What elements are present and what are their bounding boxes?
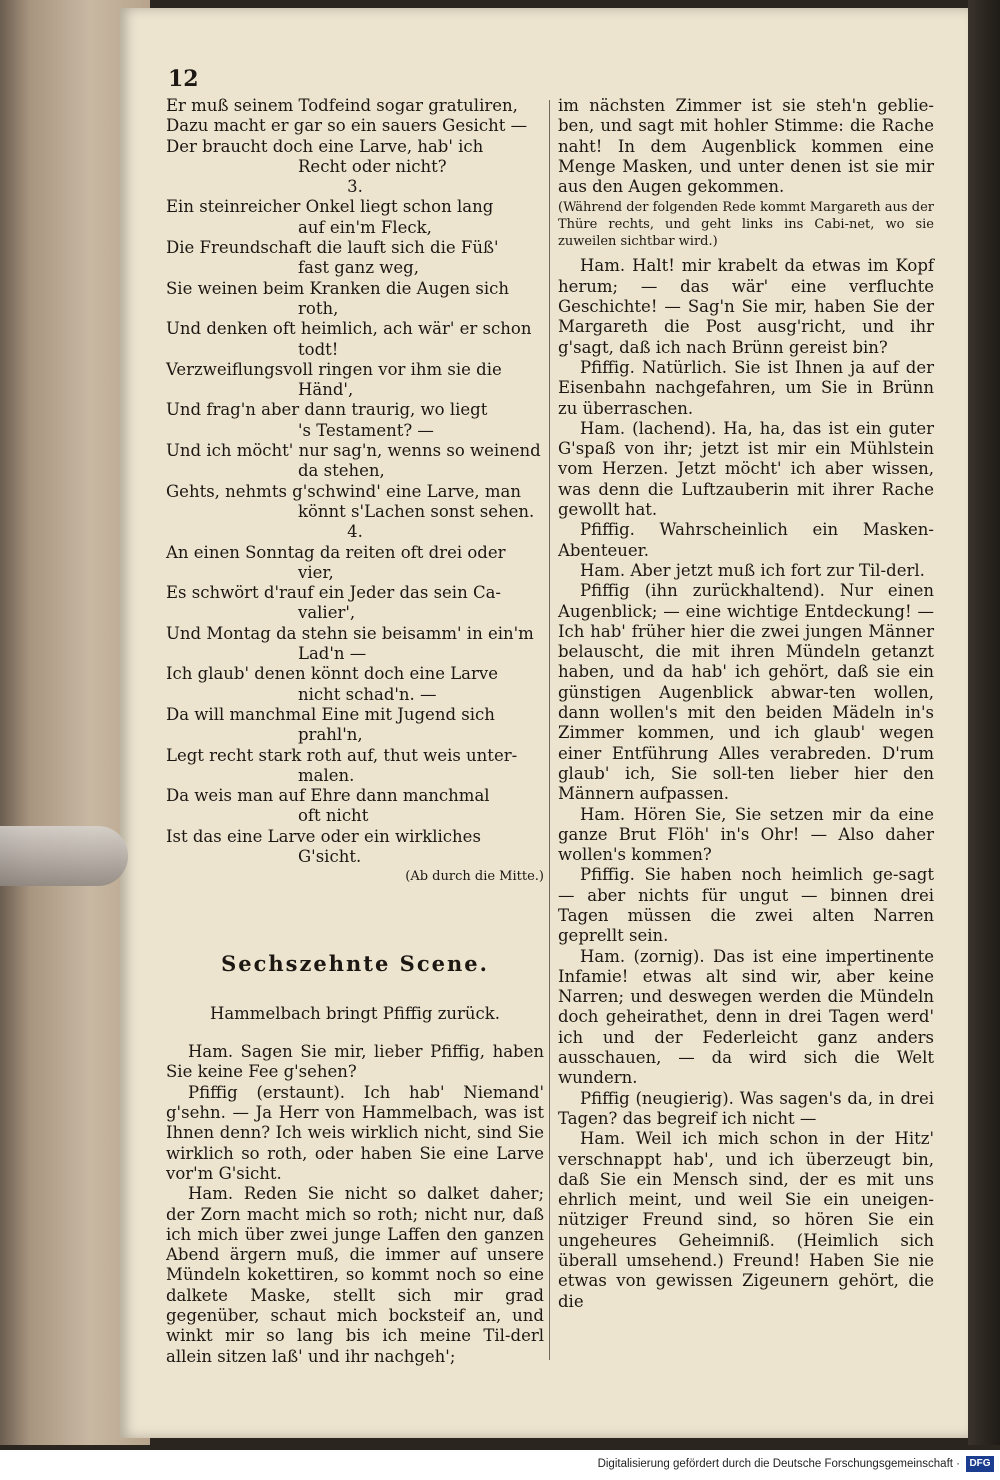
verse-line: auf ein'm Fleck, [298,217,432,237]
left-column [166,96,544,1367]
verse-line: Ich glaub' denen könnt doch eine Larve [166,664,498,684]
verse-line: da stehen, [298,461,385,481]
verse-line: An einen Sonntag da reiten oft drei oder [166,542,506,562]
verse-line: Und Montag da stehn sie beisamm' in ein'm [166,623,534,643]
dialogue-paragraph: Pfiffig (ihn zurückhaltend). Nur einen Augenblick; — eine wichtige Entdeckung! — Ich hab' früher hier die zwei jungen Männer belauscht, die mit ihren Mündeln getanzt haben, und da hab' ich gehört, daß sie ein günstigen Augenblick abwar-ten wollen, dann wollen's mit den beiden Mädeln in's Zimmer kommen, und ich glaub' wegen einer Entführung Alles verabreden. D'rum glaub' ich, Sie soll-ten lieber hier den Männern aufpassen. [558,581,934,804]
dialogue-paragraph: Ham. Halt! mir krabelt da etwas im Kopf herum; — das wär' eine verfluchte Geschichte! — Sag'n Sie mir, haben Sie der Margareth die Post ausg'richt, und ihr g'sagt, daß ich nach Brünn gereist bin? [558,256,934,357]
scene-title: Sechszehnte Scene. [221,950,489,976]
column-divider [549,100,550,1360]
stage-direction: (Während der folgenden Rede kommt Margareth aus der Thüre rechts, und geht links ins Cabi-net, wo sie zuweilen sichtbar wird.) [558,200,934,250]
dialogue-paragraph: Ham. Weil ich mich schon in der Hitz' verschnappt hab', und ich überzeugt bin, daß Sie ein Mensch sind, der es mit uns ehrlich meint, und weil Sie ein uneigen-nütziger Freund sind, so hören Sie ein ungeheures Geheimniß. (Heimlich sich überall umsehend.) Freund! Haben Sie nie etwas von gewissen Zigeunern gehört, die die [558,1129,934,1311]
funding-notice: Digitalisierung gefördert durch die Deutsche Forschungsgemeinschaft · [597,1458,960,1470]
dialogue-paragraph: Pfiffig (neugierig). Was sagen's da, in drei Tagen? das begreif ich nicht — [558,1088,934,1128]
dialogue-paragraph: Pfiffig (erstaunt). Ich hab' Niemand' g'sehn. — Ja Herr von Hammelbach, was ist Ihnen denn? Ich weis wirklich nicht, sind Sie wirklich so roth, oder haben Sie eine Larve vor'm G'sicht. [166,1082,544,1183]
verse-line: valier', [298,603,356,623]
verse-line: Da weis man auf Ehre dann manchmal [166,786,490,806]
dialogue-paragraph: Pfiffig. Wahrscheinlich ein Masken-Abenteuer. [558,520,934,560]
verse-line: Und ich möcht' nur sag'n, wenns so weinend [166,441,541,461]
verse-line: Sie weinen beim Kranken die Augen sich [166,278,510,298]
verse-line: malen. [298,765,355,785]
dialogue-paragraph: Ham. Hören Sie, Sie setzen mir da eine ganze Brut Flöh' in's Ohr! — Also daher wollen's kommen? [558,804,934,865]
verse-line: Lad'n — [298,644,367,664]
verse-line: Er muß seinem Todfeind sogar gratuliren, [166,96,518,115]
verse-line: Händ', [298,380,354,400]
verse-line: oft nicht [298,806,369,826]
verse-line: 's Testament? — [298,420,434,440]
page-number: 12 [168,66,199,92]
verse-line: todt! [298,339,339,359]
dialogue-paragraph: Ham. Aber jetzt muß ich fort zur Til-derl. [580,560,925,580]
verse-line: fast ganz weg, [298,258,419,278]
dialogue-paragraph: Ham. Reden Sie nicht so dalket daher; der Zorn macht mich so roth; nicht nur, daß ich mich über zwei junge Laffen den ganzen Abend ärgern muß, die immer auf unsere Mündeln kokettiren, so kommt noch so eine dalkete Maske, stellt sich mir grad gegenüber, schaut mich bocksteif an, und winkt mir so lang bis ich meine Til-derl allein sitzen laß' und ihr nachgeh'; [166,1184,544,1366]
bookmark-tab [0,826,128,886]
footer-bar [0,1450,1000,1480]
verse-line: Gehts, nehmts g'schwind' eine Larve, man [166,481,522,501]
stanza-number: 4. [347,522,363,542]
stanza-number: 3. [347,177,363,197]
dialogue-paragraph: Ham. (zornig). Das ist eine impertinente Infamie! etwas alt sind wir, aber keine Narren; und deswegen werden die Mündeln doch geheirathet, denn in drei Tagen werd' ich und der Federleicht ganz anders ausschauen, — da wird sich die Welt wundern. [558,946,934,1088]
verse-line: roth, [298,298,339,318]
verse-line: nicht schad'n. — [298,684,437,704]
verse-line: Recht oder nicht? [298,156,447,176]
verse-line: Es schwört d'rauf ein Jeder das sein Ca- [166,583,501,603]
dialogue-paragraph: Pfiffig. Natürlich. Sie ist Ihnen ja auf der Eisenbahn nachgefahren, um Sie in Brünn zu überraschen. [558,357,934,418]
verse-line: Verzweiflungsvoll ringen vor ihm sie die [166,359,502,379]
verse-line: Dazu macht er gar so ein sauers Gesicht — [166,116,528,136]
verse-line: Legt recht stark roth auf, thut weis unter- [166,745,518,765]
dfg-logo: DFG [966,1456,994,1472]
dialogue-paragraph: Ham. (lachend). Ha, ha, das ist ein guter G'spaß von ihr; jetzt ist mir ein Mühlstein vom Herzen. Jetzt möcht' ich aber wissen, was denn die Luftzauberin mit ihrer Rache gewollt hat. [558,418,934,520]
page-shadow-edge [968,0,1000,1445]
dialogue-paragraph: Pfiffig. Sie haben noch heimlich ge-sagt — aber nichts für ungut — binnen drei Tagen müssen die zwei alten Narren geprellt sein. [558,865,934,946]
stage-direction: (Ab durch die Mitte.) [405,869,544,885]
verse-line: Und denken oft heimlich, ach wär' er schon [166,319,532,339]
verse-line: vier, [298,562,334,582]
verse-line: Die Freundschaft die lauft sich die Füß' [166,238,499,258]
dialogue-paragraph: im nächsten Zimmer ist sie steh'n geblie-ben, und sagt mit hohler Stimme: die Rache naht! In dem Augenblick kommen eine Menge Masken, und unter denen ist sie mir aus den Augen gekommen. [558,96,934,197]
right-column [558,96,934,1312]
verse-line: Der braucht doch eine Larve, hab' ich [166,136,484,156]
verse-line: Da will manchmal Eine mit Jugend sich [166,704,495,724]
verse-line: Ein steinreicher Onkel liegt schon lang [166,197,494,217]
verse-line: prahl'n, [298,725,363,745]
scene-description: Hammelbach bringt Pfiffig zurück. [209,1003,501,1023]
verse-line: Und frag'n aber dann traurig, wo liegt [166,400,488,420]
verse-line: G'sicht. [298,846,362,866]
dialogue-paragraph: Ham. Sagen Sie mir, lieber Pfiffig, haben Sie keine Fee g'sehen? [166,1042,544,1082]
verse-line: könnt s'Lachen sonst sehen. [298,501,535,521]
verse-line: Ist das eine Larve oder ein wirkliches [166,826,481,846]
